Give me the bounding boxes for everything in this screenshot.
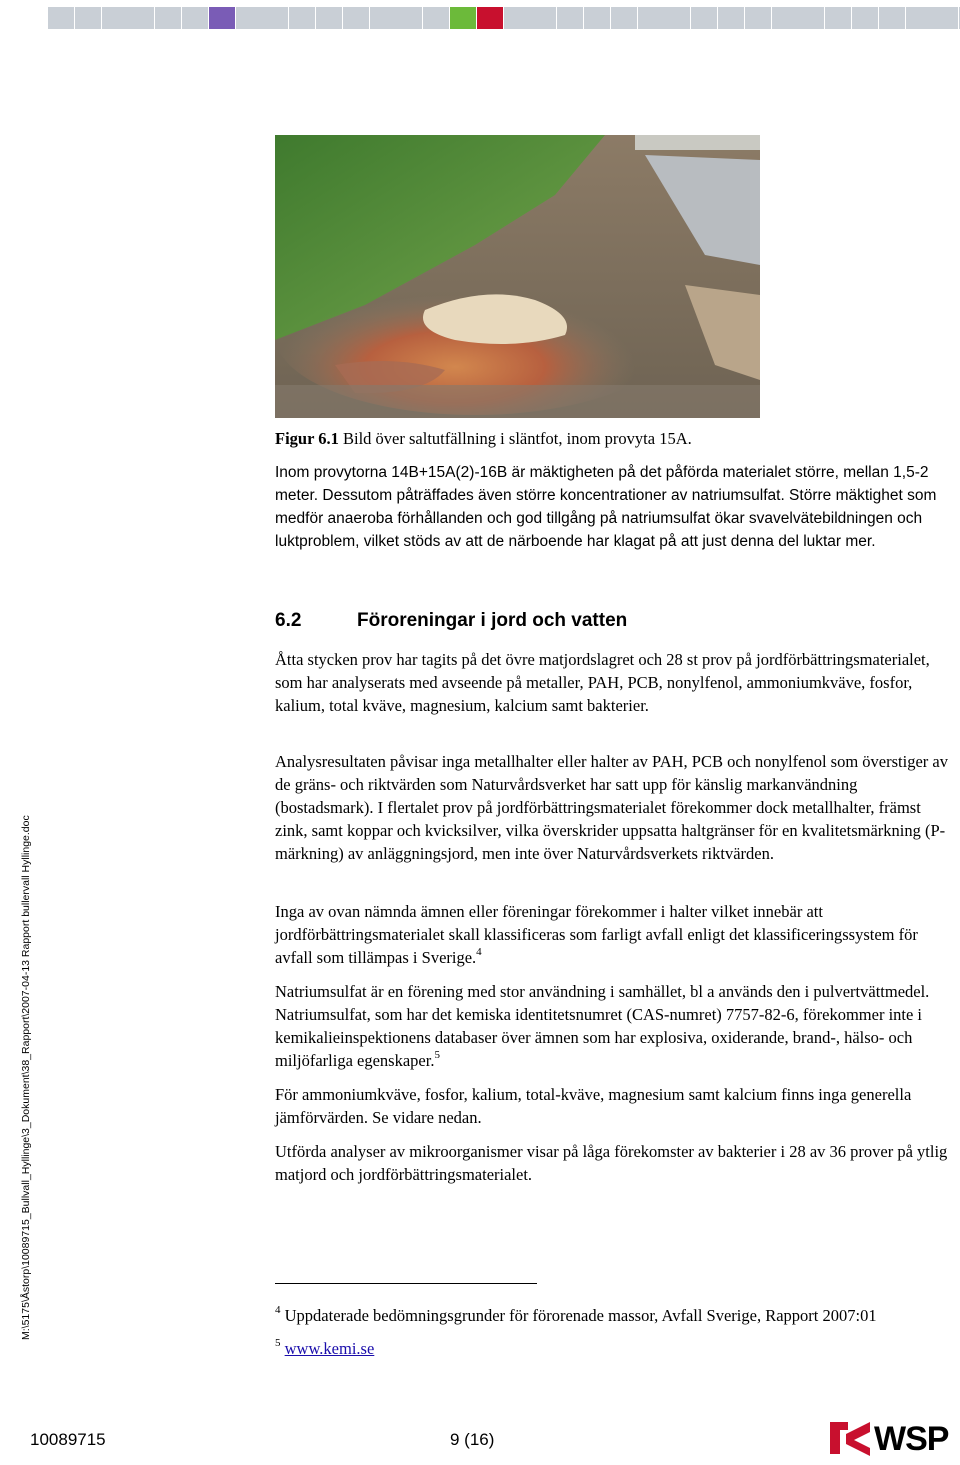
paragraph-2: Åtta stycken prov har tagits på det övre matjordslagret och 28 st prov på jordförbättringsmaterialet, som har analyserats med avseende på metaller, PAH, PCB, nonylfenol, ammoniumkväve, fosfor, kalium, total kväve, magnesium, kalcium samt bakterier.	[275, 650, 930, 715]
header-square	[530, 7, 556, 29]
header-square	[236, 7, 262, 29]
header-square	[825, 7, 851, 29]
header-square	[852, 7, 878, 29]
header-square	[48, 7, 74, 29]
header-square	[584, 7, 610, 29]
header-square	[772, 7, 798, 29]
paragraph-3: Analysresultaten påvisar inga metallhalter eller halter av PAH, PCB och nonylfenol som överstiger av de gräns- och riktvärden som Naturvårdsverket har satt upp för känslig markanvändning (bostadsmark). I flertalet prov på jordförbättringsmaterialet förekommer dock metallhalter, främst zink, samt koppar och kvicksilver, vilka överskrider uppsatta haltgränser för en kvalitetsmärkning (P-märkning) av anläggningsjord, men inte över Naturvårdsverkets riktvärden.	[275, 752, 948, 863]
header-square	[932, 7, 958, 29]
wsp-logo-text: WSP	[874, 1420, 949, 1458]
wsp-arrow-icon	[828, 1418, 872, 1458]
paragraph-4-text: Inga av ovan nämnda ämnen eller föreningar förekommer i halter vilket innebär att jordförbättringsmaterialet skall klassificeras som farligt avfall enligt det klassificeringssystem för avfall som tillämpas i Sverige.	[275, 902, 918, 967]
section-heading	[275, 610, 627, 632]
header-square	[343, 7, 369, 29]
footnote-separator	[275, 1283, 537, 1284]
header-square	[664, 7, 690, 29]
footer-doc-number: 10089715	[30, 1430, 106, 1449]
figure-caption	[275, 428, 935, 450]
header-square	[906, 7, 932, 29]
header-square	[75, 7, 101, 29]
footnote-4-text: Uppdaterade bedömningsgrunder för förorenade massor, Avfall Sverige, Rapport 2007:01	[284, 1306, 877, 1325]
footer-page-number: 9 (16)	[450, 1430, 495, 1449]
header-square	[879, 7, 905, 29]
header-square	[638, 7, 664, 29]
header-square	[128, 7, 154, 29]
paragraph-5	[275, 980, 955, 1072]
wsp-logo	[828, 1418, 956, 1462]
header-square	[798, 7, 824, 29]
header-square	[611, 7, 637, 29]
header-square	[155, 7, 181, 29]
header-square	[423, 7, 449, 29]
header-square	[396, 7, 422, 29]
footnote-4	[275, 1305, 955, 1327]
section-number: 6.2	[275, 610, 302, 631]
footnote-5-link[interactable]: www.kemi.se	[284, 1339, 375, 1358]
header-square	[504, 7, 530, 29]
footnote-ref-4[interactable]: 4	[476, 945, 482, 958]
footnote-ref-5[interactable]: 5	[434, 1048, 440, 1061]
header-square	[477, 7, 503, 29]
header-square	[745, 7, 771, 29]
footnote-5-number: 5	[275, 1336, 281, 1349]
header-color-squares	[0, 7, 960, 29]
header-square	[102, 7, 128, 29]
header-square	[370, 7, 396, 29]
header-square	[718, 7, 744, 29]
header-square	[557, 7, 583, 29]
header-square	[316, 7, 342, 29]
footnote-5	[275, 1338, 955, 1360]
paragraph-5-text: Natriumsulfat är en förening med stor användning i samhället, bl a används den i pulvertvättmedel. Natriumsulfat, som har det kemiska identitetsnumret (CAS-numret) 7757-82-6, förekommer inte i kemikalieinspektionens databaser över ämnen som har explosiva, oxiderande, brand-, hälso- och miljöfarliga egenskaper.	[275, 982, 930, 1070]
header-square	[289, 7, 315, 29]
figure-photo	[275, 135, 760, 418]
section-title: Föroreningar i jord och vatten	[357, 610, 628, 631]
paragraph-1: Inom provytorna 14B+15A(2)-16B är mäktigheten på det påförda materialet större, mellan 1,5-2 meter. Dessutom påträffades även större koncentrationer av natriumsulfat. Större mäktighet som medför anaeroba förhållanden och god tillgång på natriumsulfat ökar svavelvätebildningen och luktproblem, vilket stöds av att de närboende har klagat på att just denna del luktar mer.	[275, 464, 937, 550]
paragraph-7: Utförda analyser av mikroorganismer visar på låga förekomster av bakterier i 28 av 36 prover på ytlig matjord och jordförbättringsmaterialet.	[275, 1142, 948, 1184]
header-square	[209, 7, 235, 29]
header-square	[691, 7, 717, 29]
figure-text: Bild över saltutfällning i släntfot, inom provyta 15A.	[343, 429, 692, 448]
figure-label: Figur 6.1	[275, 429, 339, 448]
paragraph-4	[275, 900, 955, 969]
document-path: M:\5175\Åstorp\10089715_Bullvall_Hyllinge\3_Dokument\38_Rapport\2007-04-13 Rapport bullervall Hyllinge.doc	[20, 815, 32, 1340]
header-square	[182, 7, 208, 29]
header-square	[262, 7, 288, 29]
footnote-4-number: 4	[275, 1303, 281, 1316]
header-square	[450, 7, 476, 29]
paragraph-6: För ammoniumkväve, fosfor, kalium, total-kväve, magnesium samt kalcium finns inga generella jämförvärden. Se vidare nedan.	[275, 1085, 912, 1127]
